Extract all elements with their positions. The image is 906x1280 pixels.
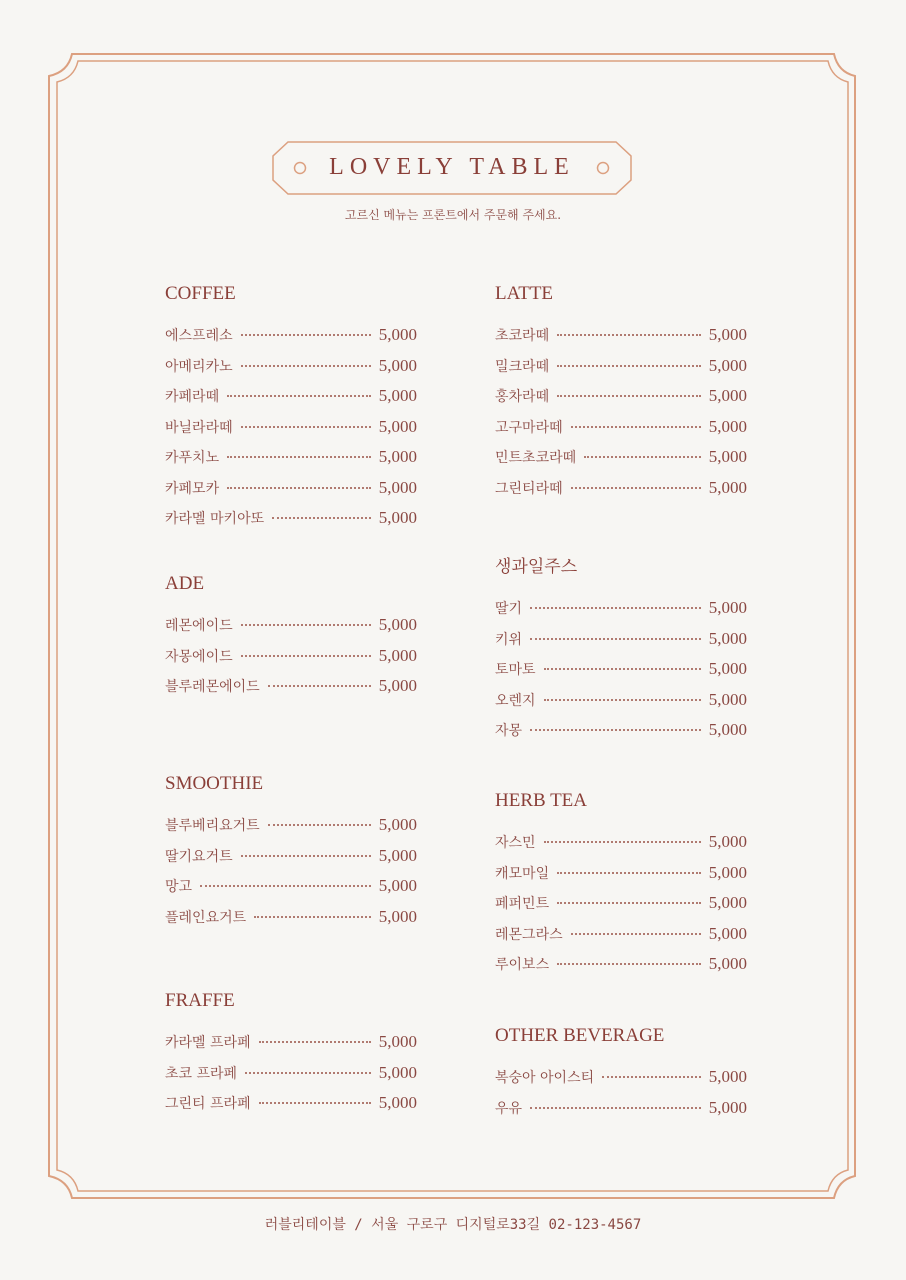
menu-item-price: 5,000 — [708, 447, 747, 466]
menu-item-name: 초코라떼 — [495, 328, 550, 344]
menu-item-name: 민트초코라떼 — [495, 450, 577, 466]
dotted-leader — [584, 456, 701, 458]
menu-item — [165, 325, 417, 356]
menu-item-name: 카라멜 프라페 — [165, 1035, 251, 1051]
menu-item-price: 5,000 — [378, 906, 417, 926]
menu-item-name: 블루레몬에이드 — [165, 679, 260, 695]
menu-item-price: 5,000 — [378, 477, 417, 497]
menu-item — [495, 832, 747, 863]
dotted-leader — [557, 872, 701, 874]
menu-item-price: 5,000 — [378, 508, 417, 527]
menu-section — [495, 283, 747, 508]
menu-item-price: 5,000 — [708, 628, 747, 648]
menu-item-price: 5,000 — [378, 815, 417, 834]
dotted-leader — [544, 841, 701, 843]
menu-item — [495, 325, 747, 356]
menu-item-price: 5,000 — [708, 923, 747, 943]
menu-item-price: 5,000 — [708, 598, 747, 617]
menu-item-price: 5,000 — [378, 615, 417, 634]
menu-item — [495, 1067, 747, 1098]
section-title: SMOOTHIE — [165, 773, 264, 794]
menu-item-price: 5,000 — [378, 416, 417, 436]
menu-section — [495, 1025, 747, 1128]
dotted-leader — [200, 885, 371, 887]
menu-item-name: 루이보스 — [495, 957, 550, 973]
menu-item — [165, 478, 417, 509]
dotted-leader — [557, 395, 701, 397]
menu-item — [495, 954, 747, 985]
dotted-leader — [530, 638, 701, 640]
menu-item-price: 5,000 — [708, 416, 747, 436]
section-title: OTHER BEVERAGE — [495, 1025, 665, 1046]
menu-item-name: 우유 — [495, 1100, 523, 1117]
menu-item-price: 5,000 — [378, 325, 417, 344]
dotted-leader — [557, 902, 701, 904]
dotted-leader — [241, 426, 371, 428]
menu-item-name: 플레인요거트 — [165, 909, 247, 926]
menu-item-price: 5,000 — [708, 832, 747, 851]
menu-item-name: 망고 — [165, 879, 193, 895]
dotted-leader — [254, 916, 371, 918]
dotted-leader — [268, 824, 371, 826]
menu-item — [495, 447, 747, 478]
dotted-leader — [544, 668, 701, 670]
menu-item — [165, 1063, 417, 1094]
menu-item-name: 키위 — [495, 631, 523, 648]
menu-item — [495, 417, 747, 448]
menu-item — [165, 508, 417, 539]
dotted-leader — [227, 456, 371, 458]
menu-item — [495, 386, 747, 417]
menu-title: LOVELY TABLE — [329, 154, 575, 180]
dotted-leader — [227, 395, 371, 397]
menu-section — [495, 790, 747, 985]
menu-item — [165, 1032, 417, 1063]
dotted-leader — [241, 655, 371, 657]
menu-item — [165, 676, 417, 707]
menu-item-price: 5,000 — [378, 355, 417, 375]
menu-item-name: 복숭아 아이스티 — [495, 1070, 595, 1086]
dotted-leader — [241, 365, 371, 367]
dotted-leader — [544, 699, 701, 701]
menu-item-price: 5,000 — [378, 845, 417, 865]
menu-item — [165, 386, 417, 417]
section-title: LATTE — [495, 283, 554, 304]
menu-item-price: 5,000 — [378, 676, 417, 695]
dotted-leader — [530, 729, 701, 731]
menu-subtitle: 고르신 메뉴는 프론트에서 주문해 주세요. — [344, 208, 562, 222]
menu-item-name: 오렌지 — [495, 692, 536, 709]
menu-item — [495, 893, 747, 924]
menu-item — [495, 863, 747, 894]
menu-section — [165, 990, 417, 1124]
dotted-leader — [245, 1072, 371, 1074]
menu-item-name: 에스프레소 — [165, 328, 233, 344]
menu-item-name: 딸기 — [495, 601, 523, 617]
dotted-leader — [259, 1041, 371, 1043]
section-title: 생과일주스 — [495, 557, 578, 577]
menu-item-name: 바닐라라떼 — [165, 419, 233, 436]
menu-item-name: 고구마라떼 — [495, 419, 563, 436]
menu-item-price: 5,000 — [378, 447, 417, 466]
menu-item-price: 5,000 — [378, 645, 417, 665]
menu-item-name: 카페라떼 — [165, 389, 220, 405]
menu-item — [165, 1093, 417, 1124]
menu-item-price: 5,000 — [708, 862, 747, 882]
menu-item — [495, 629, 747, 660]
dotted-leader — [259, 1102, 371, 1104]
menu-item-name: 레몬에이드 — [165, 618, 233, 634]
dotted-leader — [241, 334, 371, 336]
menu-item-name: 홍차라떼 — [495, 389, 550, 405]
menu-section — [165, 573, 417, 707]
menu-item-price: 5,000 — [708, 689, 747, 709]
dotted-leader — [557, 365, 701, 367]
dotted-leader — [530, 607, 701, 609]
menu-item-name: 그린티라떼 — [495, 480, 563, 497]
menu-item-price: 5,000 — [708, 659, 747, 678]
section-title: HERB TEA — [495, 790, 588, 811]
section-title: COFFEE — [165, 283, 236, 304]
dotted-leader — [602, 1076, 701, 1078]
dotted-leader — [571, 426, 701, 428]
menu-item-price: 5,000 — [708, 1067, 747, 1086]
menu-item-price: 5,000 — [708, 893, 747, 912]
menu-item — [495, 478, 747, 509]
menu-item-name: 캐모마일 — [495, 865, 550, 882]
dotted-leader — [571, 487, 701, 489]
menu-item — [495, 598, 747, 629]
menu-item-name: 밀크라떼 — [495, 358, 550, 375]
menu-item — [165, 907, 417, 938]
menu-item — [165, 417, 417, 448]
menu-item-price: 5,000 — [378, 1093, 417, 1112]
menu-item-name: 레몬그라스 — [495, 926, 563, 943]
footer-address: 러블리테이블 / 서울 구로구 디지털로33길 02-123-4567 — [264, 1217, 642, 1233]
dotted-leader — [530, 1107, 701, 1109]
menu-item-price: 5,000 — [378, 1062, 417, 1082]
dotted-leader — [268, 685, 371, 687]
menu-item-price: 5,000 — [378, 1032, 417, 1051]
menu-item-name: 아메리카노 — [165, 358, 233, 375]
menu-item-name: 페퍼민트 — [495, 896, 550, 912]
menu-item-price: 5,000 — [708, 325, 747, 344]
menu-item-name: 그린티 프라페 — [165, 1096, 251, 1112]
menu-item-name: 블루베리요거트 — [165, 818, 260, 834]
menu-item — [495, 924, 747, 955]
menu-item-name: 카푸치노 — [165, 450, 220, 466]
menu-item — [495, 690, 747, 721]
dotted-leader — [241, 624, 371, 626]
menu-section — [165, 283, 417, 539]
dotted-leader — [571, 933, 701, 935]
menu-section — [495, 556, 747, 751]
menu-item — [165, 356, 417, 387]
menu-item — [165, 876, 417, 907]
menu-item-price: 5,000 — [708, 355, 747, 375]
menu-item-name: 카페모카 — [165, 480, 220, 497]
dotted-leader — [272, 517, 371, 519]
menu-item — [495, 659, 747, 690]
menu-item-price: 5,000 — [378, 876, 417, 895]
menu-item-name: 초코 프라페 — [165, 1065, 238, 1082]
menu-item — [165, 646, 417, 677]
menu-item-price: 5,000 — [708, 1097, 747, 1117]
section-title: FRAFFE — [165, 990, 235, 1011]
menu-item-name: 토마토 — [495, 662, 536, 678]
menu-item — [495, 1098, 747, 1129]
menu-item — [495, 356, 747, 387]
title-badge — [272, 141, 632, 195]
menu-item — [165, 815, 417, 846]
menu-item-price: 5,000 — [378, 386, 417, 405]
menu-item-name: 카라멜 마키아또 — [165, 511, 265, 527]
menu-section — [165, 773, 417, 937]
dotted-leader — [227, 487, 371, 489]
menu-item-price: 5,000 — [708, 386, 747, 405]
menu-item-price: 5,000 — [708, 954, 747, 973]
dotted-leader — [557, 963, 701, 965]
menu-item — [165, 447, 417, 478]
dotted-leader — [557, 334, 701, 336]
section-title: ADE — [165, 573, 205, 594]
menu-item-name: 딸기요거트 — [165, 848, 233, 865]
menu-item — [165, 846, 417, 877]
menu-item-price: 5,000 — [708, 720, 747, 739]
menu-item-price: 5,000 — [708, 477, 747, 497]
menu-item-name: 자몽에이드 — [165, 648, 233, 665]
dotted-leader — [241, 855, 371, 857]
menu-item-name: 자몽 — [495, 723, 523, 739]
menu-item — [165, 615, 417, 646]
menu-item — [495, 720, 747, 751]
menu-item-name: 자스민 — [495, 835, 536, 851]
